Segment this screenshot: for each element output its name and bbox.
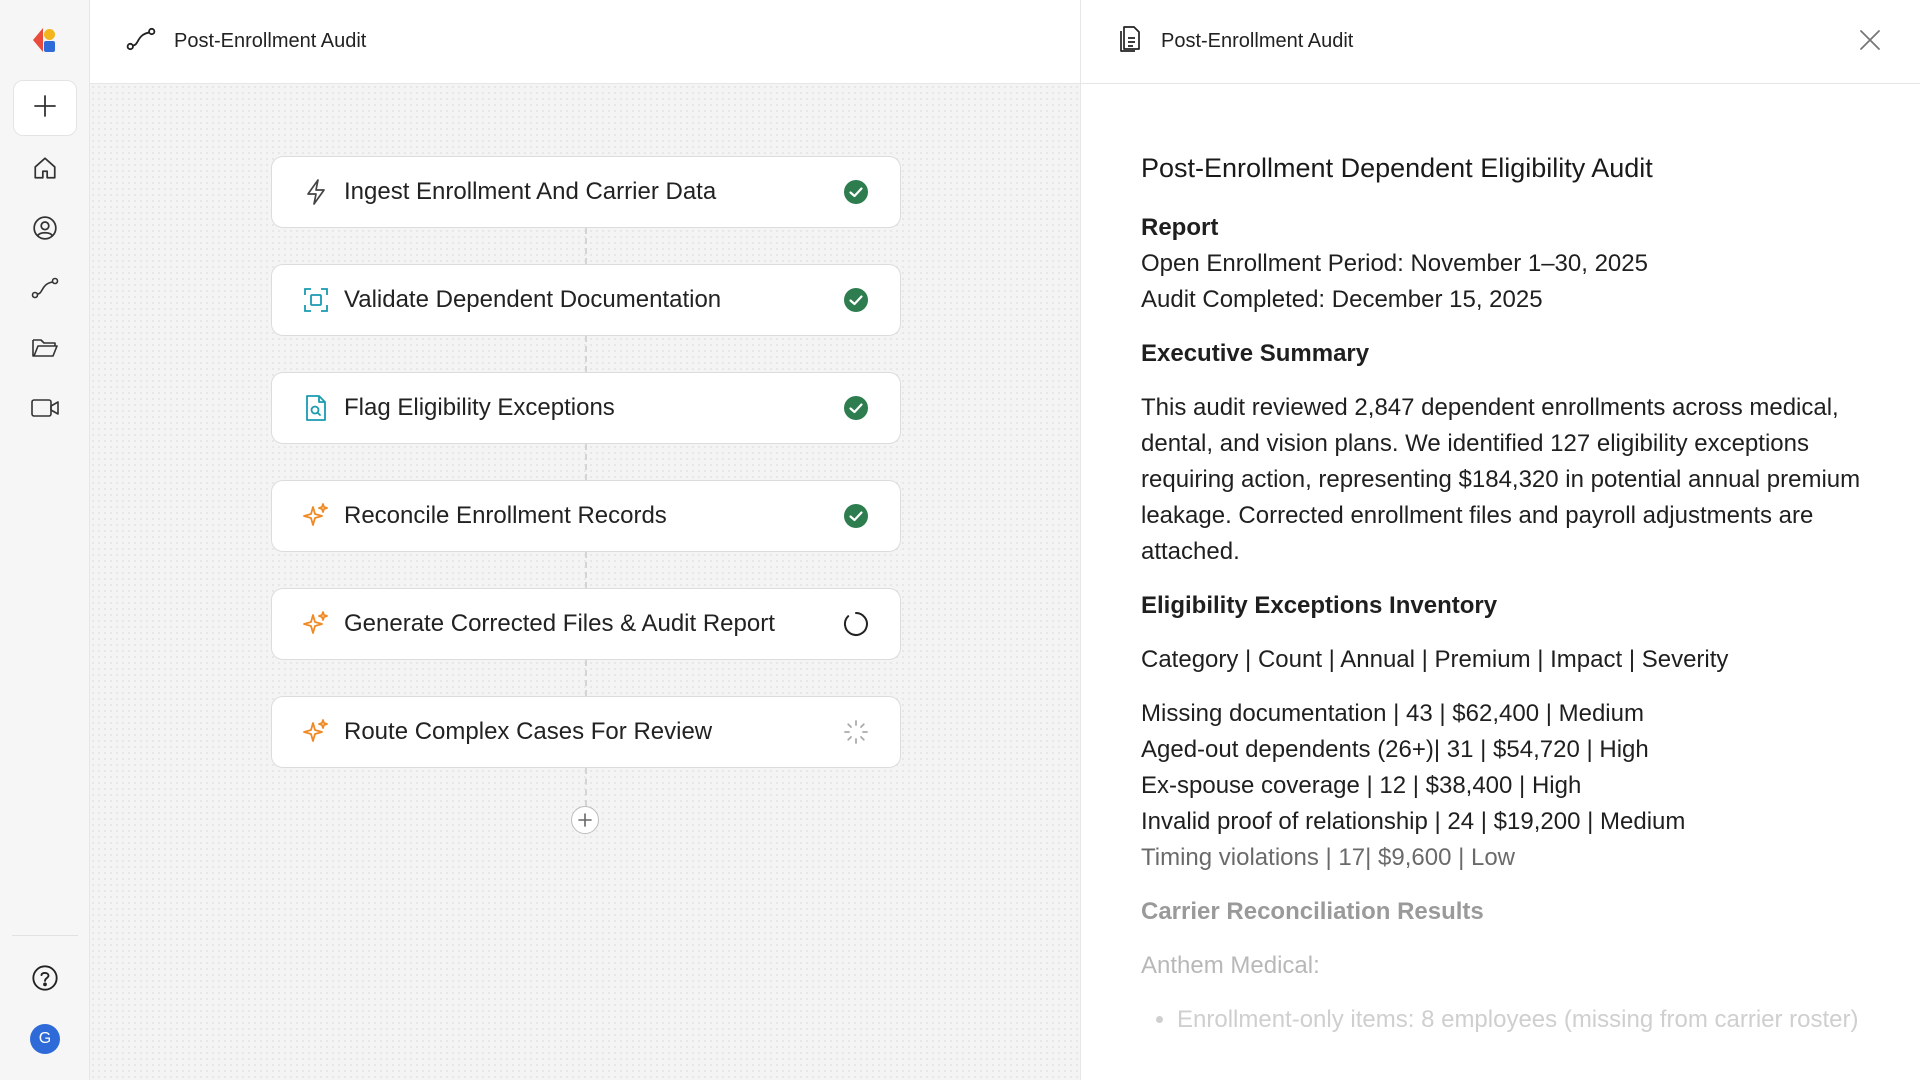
step-connector <box>585 444 587 480</box>
step-label: Generate Corrected Files & Audit Report <box>344 610 775 637</box>
close-button[interactable] <box>1856 28 1884 56</box>
workflow-step-ingest[interactable] <box>271 156 901 228</box>
step-label: Route Complex Cases For Review <box>344 718 713 745</box>
workflow-step-reconcile[interactable] <box>271 480 901 552</box>
step-label: Flag Eligibility Exceptions <box>344 394 615 421</box>
report-header <box>1081 0 1920 84</box>
workflow-header <box>90 0 1080 84</box>
in-progress-spinner-icon <box>842 610 870 638</box>
step-connector <box>585 228 587 264</box>
inventory-row: Missing documentation | 43 | $62,400 | Medium <box>1141 700 1644 727</box>
list-item: • Enrollment-only items: 8 employees (missing from carrier roster) <box>1177 1002 1871 1038</box>
home-icon[interactable] <box>29 152 61 184</box>
scan-icon <box>302 286 330 314</box>
step-connector <box>585 336 587 372</box>
workflow-step-route[interactable] <box>271 696 901 768</box>
video-icon[interactable] <box>29 392 61 424</box>
inventory-row: Aged-out dependents (26+)| 31 | $54,720 | High <box>1141 736 1649 763</box>
sparkle-icon <box>302 718 330 746</box>
step-label: Validate Dependent Documentation <box>344 286 722 313</box>
pending-loader-icon <box>842 718 870 746</box>
document-search-icon <box>302 394 330 422</box>
step-connector <box>585 660 587 696</box>
workflow-step-flag[interactable] <box>271 372 901 444</box>
report-panel <box>1080 0 1920 1080</box>
document-icon <box>1119 25 1141 58</box>
profile-icon[interactable] <box>29 212 61 244</box>
report-header-title: Post-Enrollment Audit <box>1161 30 1354 52</box>
inventory-row: Ex-spouse coverage | 12 | $38,400 | High <box>1141 772 1582 799</box>
help-icon[interactable] <box>29 962 61 994</box>
sidebar-divider <box>12 935 78 936</box>
step-connector <box>585 768 587 806</box>
folder-icon[interactable] <box>29 332 61 364</box>
check-circle-icon <box>842 286 870 314</box>
carrier-reconciliation-heading: Carrier Reconciliation Results <box>1141 898 1484 925</box>
check-circle-icon <box>842 178 870 206</box>
workflow-step-validate[interactable] <box>271 264 901 336</box>
step-label: Reconcile Enrollment Records <box>344 502 667 529</box>
enrollment-period: Open Enrollment Period: November 1–30, 2025 <box>1141 250 1648 277</box>
workflow-step-generate[interactable] <box>271 588 901 660</box>
plus-icon <box>33 94 57 123</box>
report-title: Post-Enrollment Dependent Eligibility Audit <box>1141 153 1653 183</box>
carrier-items-list <box>1141 1002 1871 1038</box>
executive-summary-heading: Executive Summary <box>1141 340 1370 367</box>
report-body <box>1141 150 1871 1038</box>
inventory-row: Timing violations | 17| $9,600 | Low <box>1141 844 1516 871</box>
new-button[interactable] <box>13 80 77 136</box>
inventory-table-header: Category | Count | Annual | Premium | Impact | Severity <box>1141 646 1729 673</box>
add-step-button[interactable] <box>571 806 599 834</box>
user-avatar[interactable]: G <box>30 1024 60 1054</box>
workflow-canvas <box>90 0 1080 1080</box>
sparkle-icon <box>302 610 330 638</box>
workflow-icon[interactable] <box>29 272 61 304</box>
report-heading: Report <box>1141 214 1219 241</box>
check-circle-icon <box>842 394 870 422</box>
exceptions-inventory-heading: Eligibility Exceptions Inventory <box>1141 592 1498 619</box>
workflow-icon <box>126 26 156 57</box>
lightning-icon <box>302 178 330 206</box>
close-icon <box>1859 29 1881 56</box>
sparkle-icon <box>302 502 330 530</box>
check-circle-icon <box>842 502 870 530</box>
step-connector <box>585 552 587 588</box>
carrier-name: Anthem Medical: <box>1141 952 1320 979</box>
step-label: Ingest Enrollment And Carrier Data <box>344 178 717 205</box>
inventory-row: Invalid proof of relationship | 24 | $19,200 | Medium <box>1141 808 1686 835</box>
executive-summary-text: This audit reviewed 2,847 dependent enrollments across medical, dental, and vision plans. We identified 127 eligibility exceptions requiring action, representing $184,320 in potential annual premium leakage. Corrected enrollment files and payroll adjustments are attached. <box>1141 394 1861 565</box>
workflow-title: Post-Enrollment Audit <box>174 30 367 52</box>
app-logo[interactable] <box>29 24 61 56</box>
audit-completed: Audit Completed: December 15, 2025 <box>1141 286 1543 313</box>
sidebar <box>0 0 90 1080</box>
